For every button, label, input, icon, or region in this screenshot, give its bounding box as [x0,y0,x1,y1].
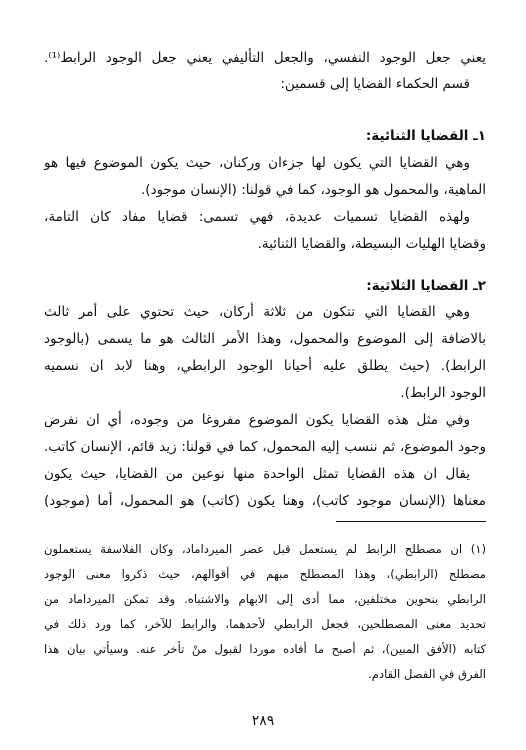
body-line-12: وجود الموضوع، ثم ننسب إليه المحمول، كما في قولنا: زيد قائم، الإنسان كاتب. [44,439,486,455]
body-line-6: وقضايا الهليات البسيطة، والقضايا الثنائية. [257,236,486,252]
body-line-2: قسم الحكماء القضايا إلى قسمين: [280,76,470,92]
footnote-separator [336,521,486,522]
footnote-line-5: كتابه (الأفق المبين)، ثم أصبح ما أفاده موردا لقبول منْ تأخر عنه. وسيأتي بيان هذا [44,642,486,656]
footnote-line-1: (١) ان مصطلح الرابط لم يستعمل قبل عصر الميرداماد، وكان الفلاسفة يستعملون [44,542,486,556]
body-line-8: بالاضافة إلى الموضوع والمحمول، وهذا الأمر الثالث هو ما يسمى (بالوجود [44,331,486,347]
body-line-7: وهي القضايا التي تتكون من ثلاثة أركان، حيث تحتوي على أمر ثالث [44,304,470,320]
section-heading-ternary: ٢ـ القضايا الثلاثية: [366,278,486,294]
body-line-13: يقال ان هذه القضايا تمثل الواحدة منها نوعين من القضايا، حيث يكون [44,466,470,482]
body-line-5: ولهذه القضايا تسميات عديدة، فهي تسمى: قضايا مفاد كان التامة، [44,209,470,225]
footnote-line-2: مصطلح (الرابطي)، وهذا المصطلح مبهم في أقوالهم، حيث ذكروا معنى الوجود [44,567,486,581]
page-number: ٢٨٩ [251,713,275,729]
body-line-1: يعني جعل الوجود النفسي، والجعل التأليفي يعني جعل الوجود الرابط⁽¹⁾. [44,50,486,66]
body-line-4: الماهية، والمحمول هو الوجود، كما في قولنا: (الإنسان موجود). [141,182,486,198]
body-line-9: الرابط). (حيث يطلق عليه أحيانا الوجود الرابطي، وهنا لابد ان نسميه [44,358,486,374]
section-heading-binary: ١ـ القضايا الثنائية: [365,128,486,144]
footnote-line-6: الفرق في الفصل القادم. [368,667,486,681]
body-line-3: وهي القضايا التي يكون لها جزءان وركنان، حيث يكون الموضوع فيها هو [44,155,470,171]
body-line-14: معناها (الإنسان موجود كاتب)، وهنا يكون (كاتب) هو المحمول، أما (موجود) [44,493,486,509]
body-line-11: وفي مثل هذه القضايا يكون الموضوع مفروغا من وجوده، أي ان نفرض [44,412,470,428]
body-line-10: الوجود الرابط). [400,385,486,401]
footnote-line-3: الرابطي بنحوين مختلفين، مما أدى إلى الابهام والاشتباه. وقد تمكن الميرداماد من [44,592,486,606]
footnote-line-4: تحديد معنى المصطلحين، فجعل الرابطي لأحدهما، والرابط للآخر، كما ورد ذلك في [44,617,486,631]
